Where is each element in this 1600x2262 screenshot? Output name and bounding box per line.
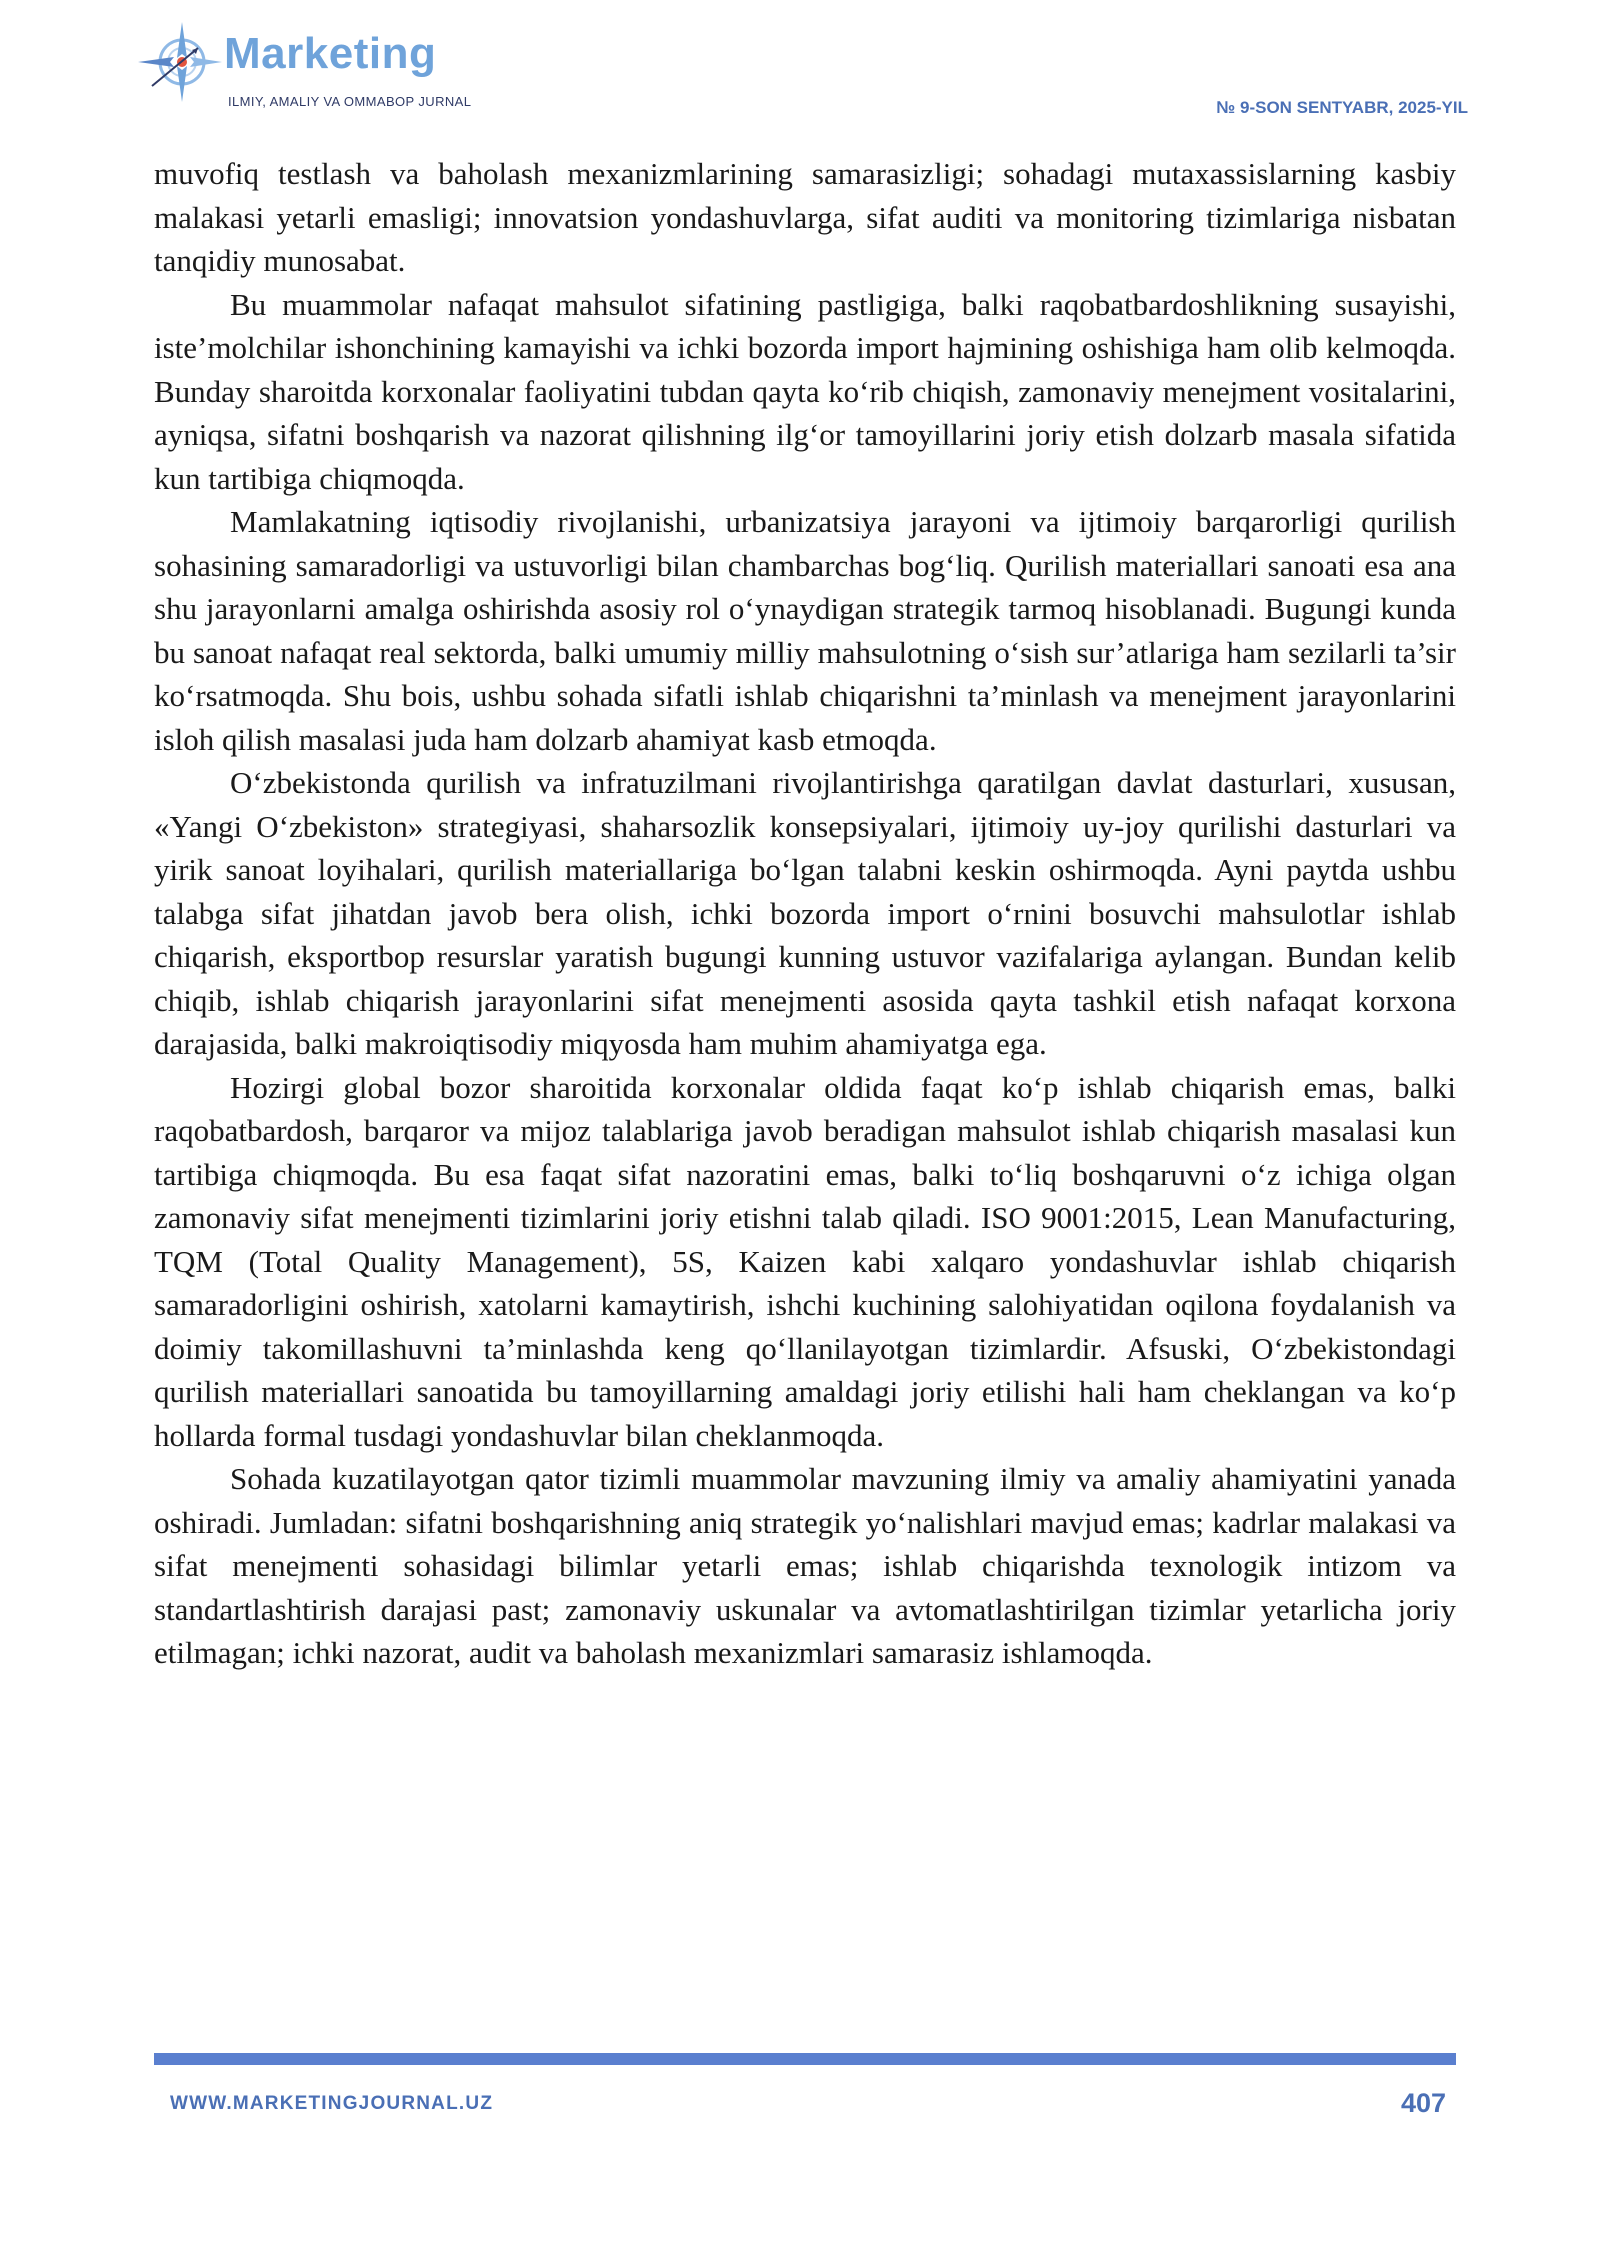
paragraph: Hozirgi global bozor sharoitida korxonalar oldida faqat ko‘p ishlab chiqarish emas, balki raqobatbardosh, barqaror va mijoz talablariga javob beradigan mahsulot ishlab chiqarish masalasi kun tartibiga chiqmoqda. Bu esa faqat sifat nazoratini emas, balki to‘liq boshqaruvni o‘z ichiga olgan zamonaviy sifat menejmenti tizimlarini joriy etishni talab qiladi. ISO 9001:2015, Lean Manufacturing, TQM (Total Quality Management), 5S, Kaizen kabi xalqaro yondashuvlar ishlab chiqarish samaradorligini oshirish, xatolarni kamaytirish, ishchi kuchining salohiyatidan oqilona foydalanish va doimiy takomillashuvni ta’minlashda keng qo‘llanilayotgan tizimlardir. Afsuski, O‘zbekistondagi qurilish materiallari sanoatida bu tamoyillarning amaldagi joriy etilishi hali ham cheklangan va ko‘p hollarda formal tusdagi yondashuvlar bilan cheklanmoqda. <box>154 1069 1456 1453</box>
paragraph: Bu muammolar nafaqat mahsulot sifatining pastligiga, balki raqobatbardoshlikning susayishi, iste’molchilar ishonchining kamayishi va ichki bozorda import hajmining oshishiga ham olib kelmoqda. Bunday sharoitda korxonalar faoliyatini tubdan qayta ko‘rib chiqish, zamonaviy menejment vositalarini, ayniqsa, sifatni boshqarish va nazorat qilishning ilg‘or tamoyillarini joriy etish dolzarb masala sifatida kun tartibiga chiqmoqda. <box>154 286 1456 496</box>
logo-subtitle: ILMIY, AMALIY VA OMMABOP JURNAL <box>228 94 472 109</box>
page-number: 407 <box>1400 2088 1446 2118</box>
paragraph: Sohada kuzatilayotgan qator tizimli muammolar mavzuning ilmiy va amaliy ahamiyatini yanada oshiradi. Jumladan: sifatni boshqarishning aniq strategik yo‘nalishlari mavjud emas; kadrlar malakasi va sifat menejmenti sohasidagi bilimlar yetarli emas; ishlab chiqarishda texnologik intizom va standartlashtirish darajasi past; zamonaviy uskunalar va avtomatlashtirilgan tizimlar yetarlicha joriy etilmagan; ichki nazorat, audit va baholash mexanizmlari samarasiz ishlamoqda. <box>154 1461 1456 1670</box>
article-body <box>154 152 1456 1675</box>
issue-label: № 9-SON SENTYABR, 2025-YIL <box>1216 98 1468 117</box>
paragraph: muvofiq testlash va baholash mexanizmlarining samarasizligi; sohadagi mutaxassislarning kasbiy malakasi yetarli emasligi; innovatsion yondashuvlarga, sifat auditi va monitoring tizimlariga nisbatan tanqidiy munosabat. <box>154 156 1456 278</box>
logo-title: Marketing <box>224 29 437 78</box>
footer-website-link[interactable]: WWW.MARKETINGJOURNAL.UZ <box>170 2093 494 2114</box>
paragraph: O‘zbekistonda qurilish va infratuzilmani rivojlantirishga qaratilgan davlat dasturlari, xususan, «Yangi O‘zbekiston» strategiyasi, shaharsozlik konsepsiyalari, ijtimoiy uy-joy qurilishi dasturlari va yirik sanoat loyihalari, qurilish materiallariga bo‘lgan talabni keskin oshirmoqda. Ayni paytda ushbu talabga sifat jihatdan javob bera olish, ichki bozorda import o‘rnini bosuvchi mahsulotlar ishlab chiqarish, eksportbop resurslar yaratish bugungi kunning ustuvor vazifalariga aylangan. Bundan kelib chiqib, ishlab chiqarish jarayonlarini sifat menejmenti asosida qayta tashkil etish nafaqat korxona darajasida, balki makroiqtisodiy miqyosda ham muhim ahamiyatga ega. <box>154 765 1456 1061</box>
paragraph: Mamlakatning iqtisodiy rivojlanishi, urbanizatsiya jarayoni va ijtimoiy barqarorligi qurilish sohasining samaradorligi va ustuvorligi bilan chambarchas bog‘liq. Qurilish materiallari sanoati esa ana shu jarayonlarni amalga oshirishda asosiy rol o‘ynaydigan strategik tarmoq hisoblanadi. Bugungi kunda bu sanoat nafaqat real sektorda, balki umumiy milliy mahsulotning o‘sish sur’atlariga ham sezilarli ta’sir ko‘rsatmoqda. Shu bois, ushbu sohada sifatli ishlab chiqarishni ta’minlash va menejment jarayonlarini isloh qilish masalasi juda ham dolzarb ahamiyat kasb etmoqda. <box>154 504 1456 757</box>
footer-divider <box>154 2053 1456 2065</box>
page-header <box>138 18 1468 128</box>
compass-target-logo-icon <box>138 18 224 118</box>
journal-logo <box>138 18 538 118</box>
